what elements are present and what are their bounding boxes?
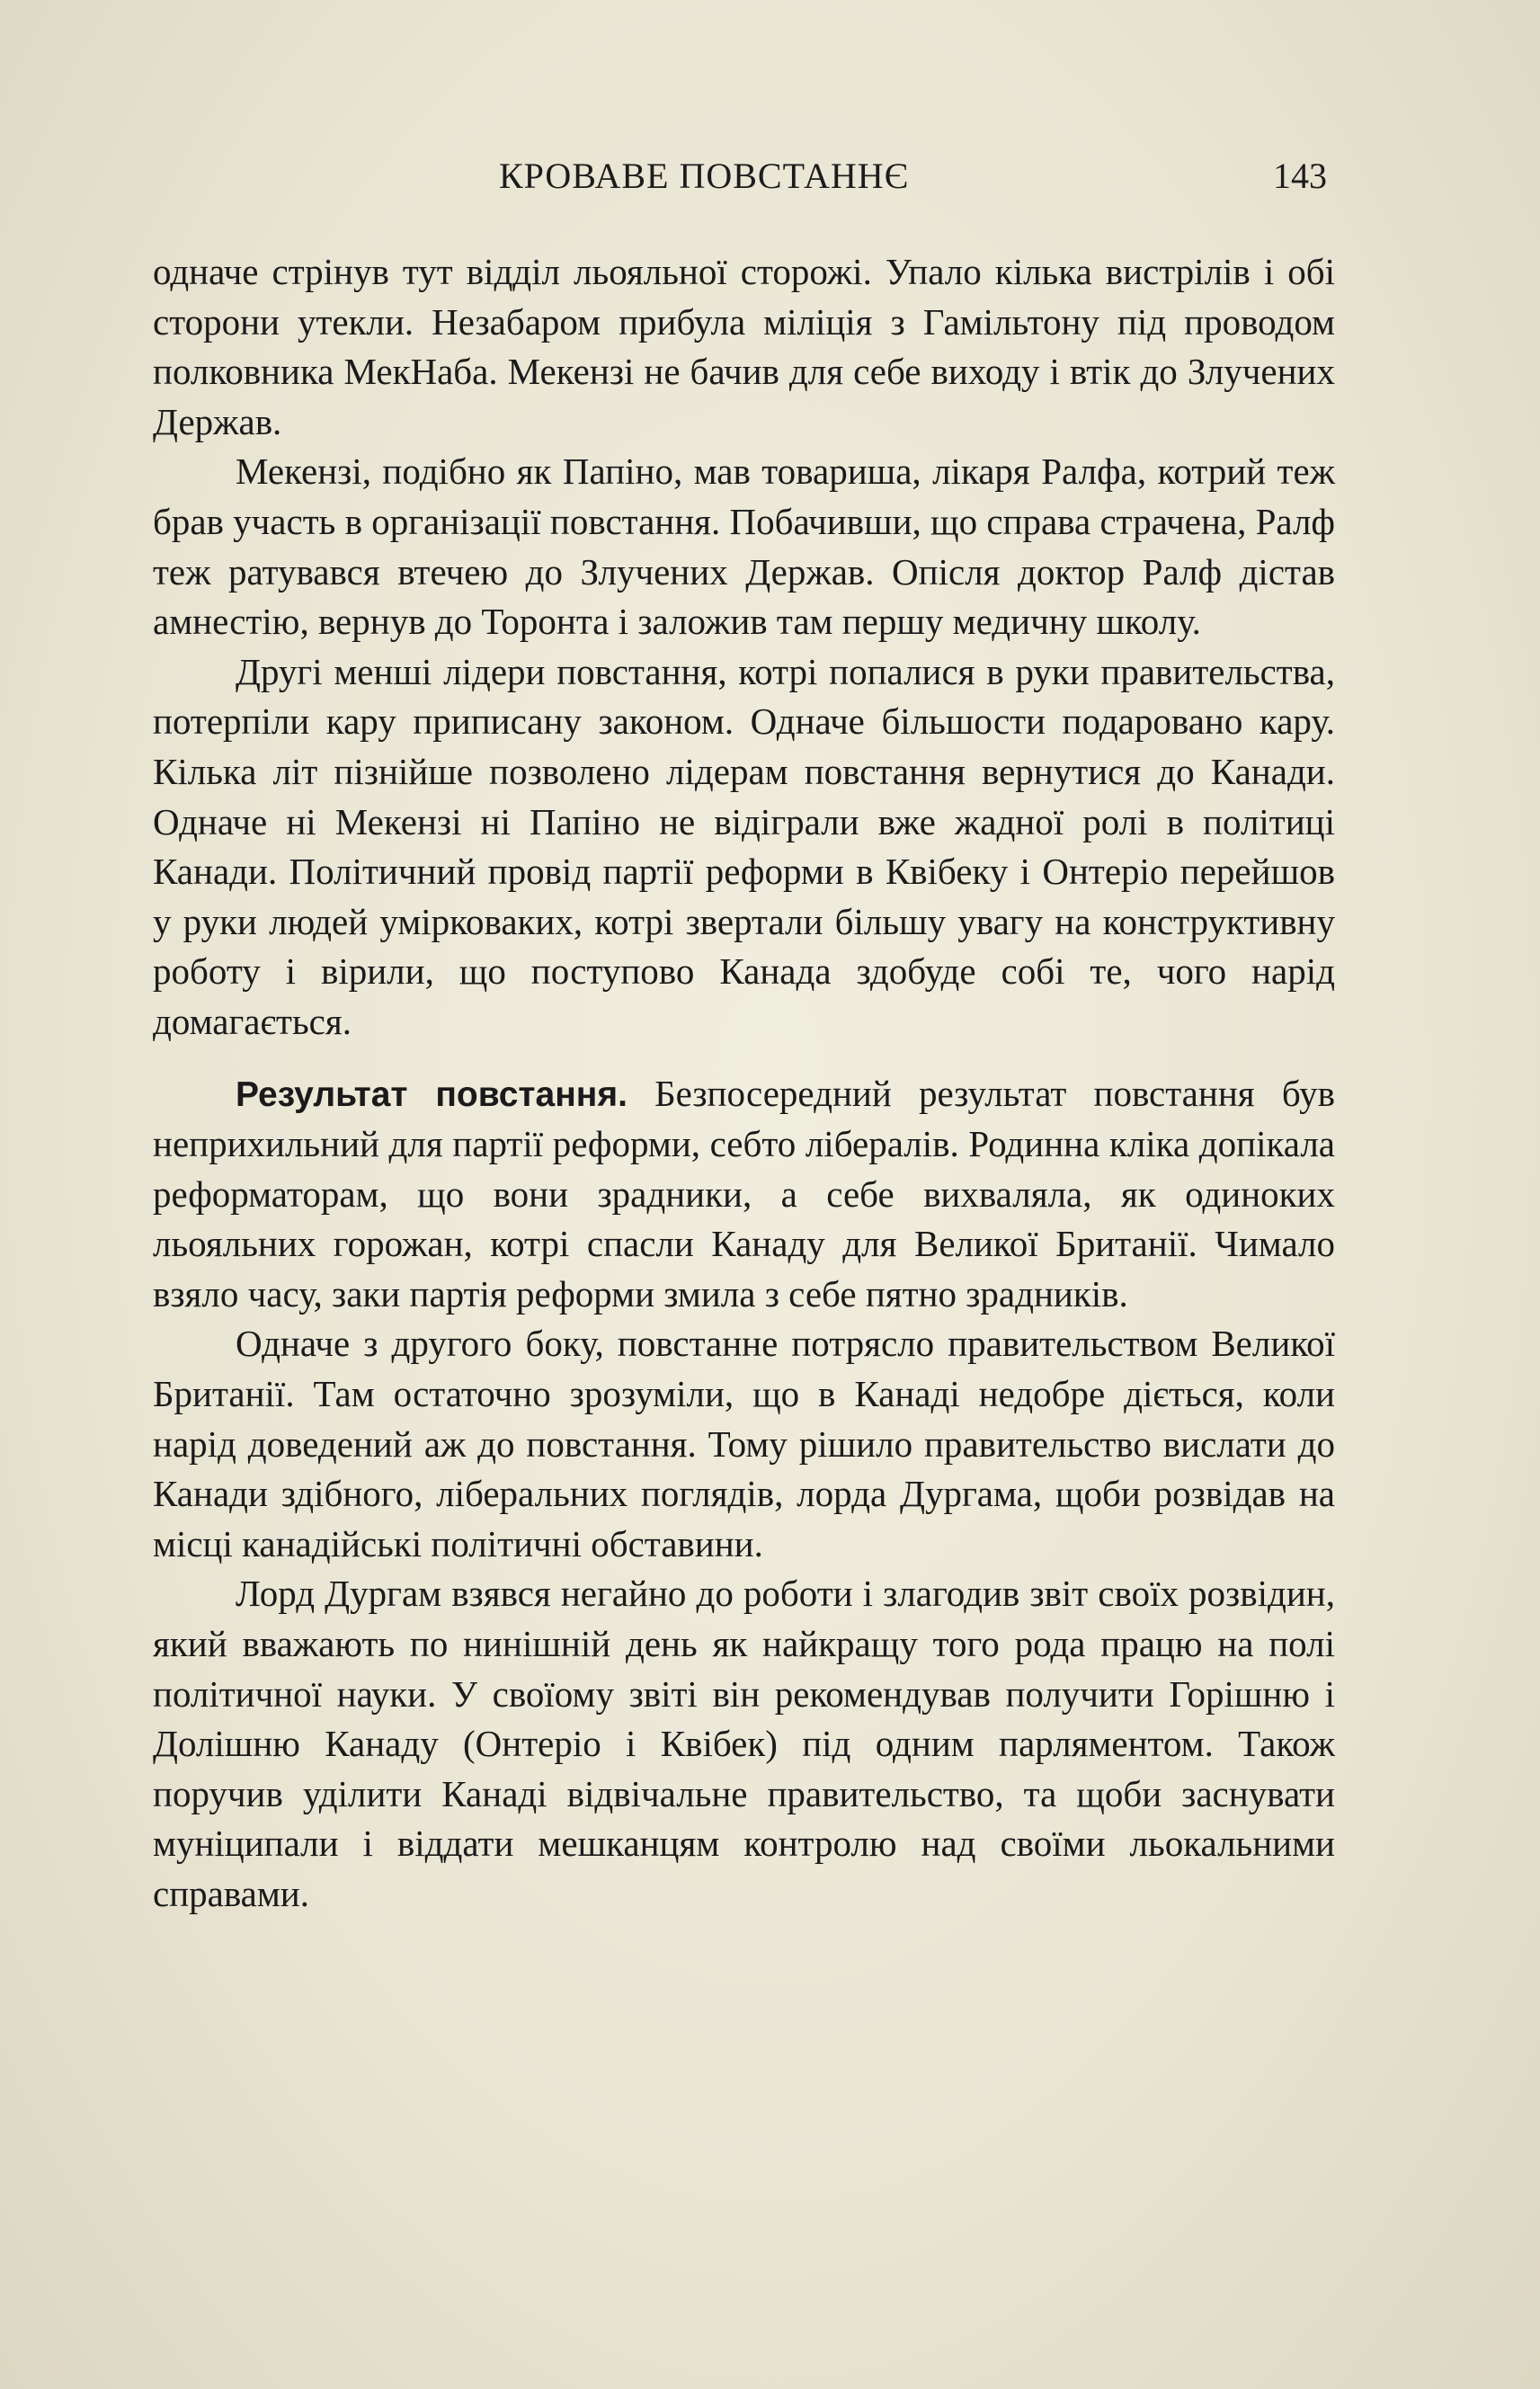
paragraph-4-text: Безпосередний результат повстання був неприхильний для партії реформи, себто лібералів. Родинна кліка допікала реформаторам, що вони зрадники, а себе вихваляла, як одиноких льояльних горожан, котрі спасли Канаду для Великої Британії. Чимало взяло часу, заки партія реформи змила з себе пятно зрадників.: [153, 1072, 1335, 1315]
running-head-title: КРОВАВЕ ПОВСТАННЄ: [499, 156, 910, 196]
running-head: [0, 155, 1540, 200]
paragraph-6: Лорд Дургам взявся негайно до роботи і злагодив звіт своїх розвідин, який вважають по нинішній день як найкращу того рода працю на полі політичної науки. У своїому звіті він рекомендував получити Горішню і Долішню Канаду (Онтеріо і Квібек) під одним парляментом. Також поручив уділити Канаді відвічальне правительство, та щоби заснувати муніципали і віддати мешканцям контролю над своїми льокальними справами.: [153, 1573, 1335, 1914]
body-text: [153, 247, 1335, 1920]
page-number: 143: [1273, 156, 1327, 196]
paragraph-2: Мекензі, подібно як Папіно, мав товариша, лікаря Ралфа, котрий теж брав участь в організації повстання. Побачивши, що справа страчена, Ралф теж ратувався втечею до Злучених Держав. Опісля доктор Ралф дістав амнестію, вернув до Торонта і заложив там першу медичну школу.: [153, 450, 1335, 643]
paragraph-5: Одначе з другого боку, повстанне потрясло правительством Великої Британії. Там остаточно зрозуміли, що в Канаді недобре діється, коли нарід доведений аж до повстання. Тому рішило правительство вислати до Канади здібного, ліберальних поглядів, лорда Дургама, щоби розвідав на місці канадійські політичні обставини.: [153, 1323, 1335, 1564]
paragraph-3: Другі менші лідери повстання, котрі попалися в руки правительства, потерпіли кару приписану законом. Одначе більшости подаровано кару. Кілька літ пізнійше позволено лідерам повстання вернутися до Канади. Одначе ні Мекензі ні Папіно не відіграли вже жадної ролі в політиці Канади. Політичний провід партії реформи в Квібеку і Онтеріо перейшов у руки людей умірковаких, котрі звертали більшу увагу на конструктивну роботу і вірили, що поступово Канада здобуде собі те, чого нарід домагається.: [153, 650, 1335, 1042]
paragraph-1: одначе стрінув тут відділ льояльної сторожі. Упало кілька вистрілів і обі сторони утекли. Незабаром прибула міліція з Гамільтону під проводом полковника МекНаба. Мекензі не бачив для себе виходу і втік до Злучених Держав.: [153, 251, 1335, 442]
paragraph-4: [153, 1069, 1335, 1320]
section-heading: Результат повстання.: [236, 1074, 628, 1114]
